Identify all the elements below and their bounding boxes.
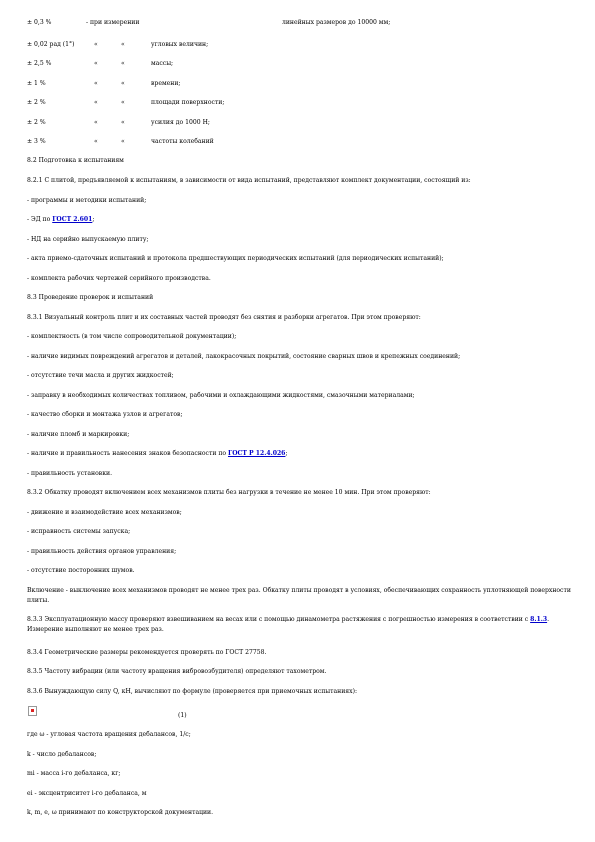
ditto-mark: « [121, 119, 125, 126]
tolerance-parameter: площади поверхности; [151, 99, 225, 106]
list-item: - заправку в необходимых количествах топливом, рабочими и охлаждающими жидкостями, смазочными материалами; [27, 392, 415, 399]
clause-link[interactable]: 8.1.3 [530, 616, 548, 623]
list-item-text: ; [285, 450, 288, 457]
paragraph: 8.3.4 Геометрические размеры рекомендуется проверять по ГОСТ 27758. [27, 649, 267, 656]
ditto-mark: « [121, 60, 125, 67]
tolerance-parameter: усилия до 1000 Н; [151, 119, 210, 126]
variable-definition: k, m, e, ω принимают по конструкторской документации. [27, 809, 214, 816]
paragraph: 8.3.5 Частоту вибрации (или частоту вращения вибровозбудителя) определяют тахометром. [27, 668, 327, 675]
ditto-mark: « [121, 41, 125, 48]
paragraph-text: . Измерение выполняют не менее трех раз. [27, 616, 550, 633]
tolerance-parameter: угловых величин; [151, 41, 209, 48]
ditto-mark: « [94, 80, 98, 87]
ditto-mark: « [121, 138, 125, 145]
tolerance-value: ± 3 % [27, 138, 46, 145]
paragraph: 8.3.2 Обкатку проводят включением всех механизмов плиты без нагрузки в течение не менее 10 мин. При этом проверяют: [27, 489, 431, 496]
variable-definition: ei - эксцентриситет i-го дебаланса, м [27, 790, 147, 797]
tolerance-parameter: массы; [151, 60, 174, 67]
tolerance-value: ± 2 % [27, 99, 46, 106]
tolerance-value: ± 1 % [27, 80, 46, 87]
ditto-mark: « [94, 119, 98, 126]
ditto-mark: « [121, 99, 125, 106]
section-heading: 8.3 Проведение проверок и испытаний [27, 294, 154, 301]
ditto-mark: « [94, 41, 98, 48]
tolerance-parameter: времени; [151, 80, 181, 87]
variable-definition: где ω - угловая частота вращения дебалансов, 1/с; [27, 731, 191, 738]
list-item: - программы и методики испытаний; [27, 197, 147, 204]
gost-link[interactable]: ГОСТ Р 12.4.026 [228, 450, 286, 457]
ditto-mark: « [94, 138, 98, 145]
variable-definition: k - число дебалансов; [27, 751, 97, 758]
list-item: - отсутствие посторонних шумов. [27, 567, 135, 574]
list-item: - исправность системы запуска; [27, 528, 131, 535]
list-item: - правильность установки. [27, 470, 113, 477]
list-item: - движение и взаимодействие всех механизмов; [27, 509, 182, 516]
list-item: - отсутствие течи масла и других жидкостей; [27, 372, 174, 379]
list-item: - комплекта рабочих чертежей серийного производства. [27, 275, 211, 282]
list-item [27, 216, 94, 224]
variable-definition: mi - масса i-го дебаланса, кг; [27, 770, 121, 777]
tolerance-value: ± 2 % [27, 119, 46, 126]
ditto-mark: « [94, 99, 98, 106]
list-item: - наличие видимых повреждений агрегатов и деталей, лакокрасочных покрытий, состояние сварных швов и крепежных соединений; [27, 353, 461, 360]
tolerance-value: ± 0,3 % [27, 19, 52, 26]
paragraph: 8.2.1 С плитой, предъявляемой к испытаниям, в зависимости от вида испытаний, представляют комплект документации, состоящий из: [27, 177, 471, 184]
formula-image-icon [28, 706, 37, 716]
section-heading: 8.2 Подготовка к испытаниям [27, 157, 124, 164]
list-item-text: - наличие и правильность нанесения знаков безопасности по [27, 450, 229, 457]
paragraph: Включение - выключение всех механизмов проводят не менее трех раз. Обкатку плиты проводят в условиях, обеспечивающих сохранность уплотняющей поверхности плиты. [27, 587, 571, 604]
ditto-mark: « [94, 60, 98, 67]
list-item [27, 450, 288, 458]
tolerance-parameter: частоты колебаний [151, 138, 214, 145]
gost-link[interactable]: ГОСТ 2.601 [52, 216, 93, 223]
list-item: - комплектность (в том числе сопроводительной документации); [27, 333, 237, 340]
paragraph-text: 8.3.3 Эксплуатационную массу проверяют взвешиванием на весах или с помощью динамометра растяжения с погрешностью измерения в соответствии с [27, 616, 531, 623]
list-item: - правильность действия органов управления; [27, 548, 177, 555]
list-item-text: - ЭД по [27, 216, 53, 223]
tolerance-qualifier: - при измерении [86, 19, 140, 26]
list-item: - наличие пломб и маркировки; [27, 431, 130, 438]
ditto-mark: « [121, 80, 125, 87]
formula-number: (1) [178, 712, 187, 719]
paragraph: 8.3.6 Вынуждающую силу Q, кН, вычисляют по формуле (проверяется при приемочных испытаниях): [27, 688, 357, 695]
list-item: - качество сборки и монтажа узлов и агрегатов; [27, 411, 183, 418]
list-item: - НД на серийно выпускаемую плиту; [27, 236, 149, 243]
tolerance-parameter: линейных размеров до 10000 мм; [282, 19, 391, 26]
paragraph: 8.3.1 Визуальный контроль плит и их составных частей проводят без снятия и разборки агрегатов. При этом проверяют: [27, 314, 421, 321]
tolerance-value: ± 0,02 рад (1°) [27, 41, 75, 48]
tolerance-value: ± 2,5 % [27, 60, 52, 67]
list-item-text: ; [92, 216, 95, 223]
paragraph [27, 615, 572, 634]
list-item: - акта приемо-сдаточных испытаний и протокола предшествующих периодических испытаний (для периодических испытаний); [27, 255, 444, 262]
